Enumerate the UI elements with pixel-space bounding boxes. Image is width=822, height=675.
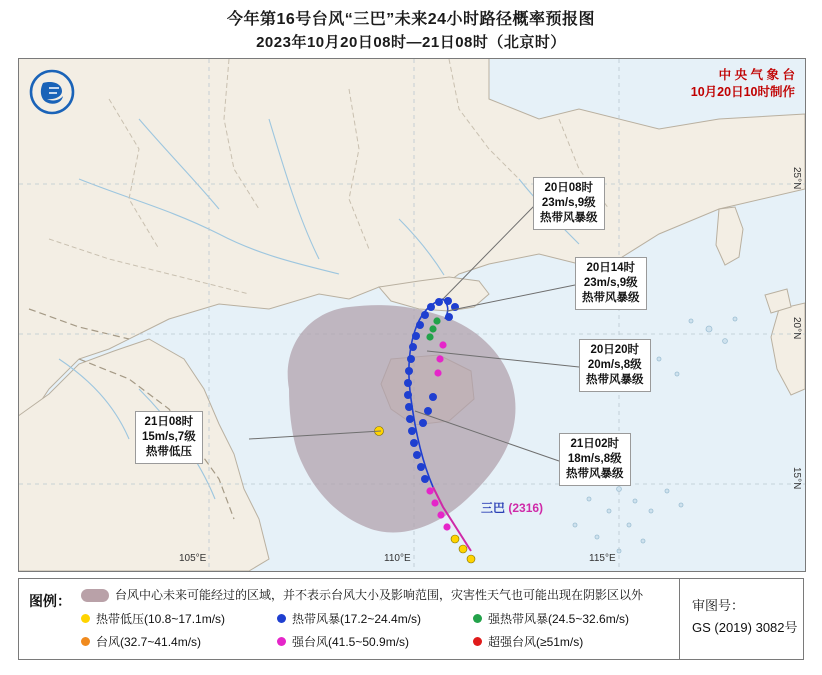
forecast-map[interactable] xyxy=(18,58,806,572)
callout-time: 20日08时 xyxy=(544,182,594,194)
legend-item-label: 台风(32.7~41.4m/s) xyxy=(96,635,202,649)
sts-dot-icon xyxy=(473,614,482,623)
storm-name-text: 三巴 xyxy=(481,501,506,515)
callout-time: 20日20时 xyxy=(590,344,640,356)
cma-logo-icon xyxy=(29,69,75,115)
callout-21-08[interactable] xyxy=(135,411,203,464)
callout-wind: 15m/s,7级 xyxy=(142,431,196,443)
legend-item-superty xyxy=(473,633,669,650)
callout-class: 热带风暴级 xyxy=(582,292,640,304)
legend-item-label: 强热带风暴(24.5~32.6m/s) xyxy=(488,612,630,626)
callout-20-08[interactable] xyxy=(533,177,605,230)
storm-number-text: (2316) xyxy=(508,501,544,515)
ts-dot-icon xyxy=(277,614,286,623)
page-subtitle: 2023年10月20日08时—21日08时（北京时） xyxy=(256,34,566,51)
legend-left xyxy=(19,579,679,659)
legend-shaded-area xyxy=(81,587,669,603)
approval-label: 审图号： xyxy=(692,598,745,613)
sty-dot-icon xyxy=(277,637,286,646)
callout-time: 21日02时 xyxy=(570,438,620,450)
ty-dot-icon xyxy=(81,637,90,646)
legend-items xyxy=(81,610,669,650)
lon-label-115: 115°E xyxy=(589,553,616,564)
callout-class: 热带风暴级 xyxy=(566,468,624,480)
shaded-area-swatch xyxy=(81,589,109,602)
approval-block xyxy=(679,579,803,659)
shaded-area-note: 台风中心未来可能经过的区域，并不表示台风大小及影响范围，灾害性天气也可能出现在阴影区以外 xyxy=(115,588,644,602)
legend-item-label: 强台风(41.5~50.9m/s) xyxy=(292,635,410,649)
title-block xyxy=(0,8,822,54)
credit-made: 10月20日10时制作 xyxy=(690,85,795,99)
legend-item-sty xyxy=(277,633,473,650)
storm-name-label xyxy=(481,499,543,516)
legend-title: 图例： xyxy=(29,593,71,609)
callout-21-02[interactable] xyxy=(559,433,631,486)
legend-item-td xyxy=(81,610,277,627)
legend-item-label: 超强台风(≥51m/s) xyxy=(488,635,584,649)
callout-time: 21日08时 xyxy=(144,416,194,428)
legend-item-ty xyxy=(81,633,277,650)
callout-wind: 18m/s,8级 xyxy=(567,453,622,465)
legend-panel xyxy=(18,578,804,660)
lon-label-105: 105°E xyxy=(179,553,207,564)
lat-label-25: 25°N xyxy=(791,167,802,190)
credit-org: 中 央 气 象 台 xyxy=(718,68,795,82)
lat-label-20: 20°N xyxy=(791,317,802,340)
callout-20-14[interactable] xyxy=(575,257,647,310)
callout-wind: 20m/s,8级 xyxy=(587,359,642,371)
map-geography xyxy=(19,59,805,571)
callout-wind: 23m/s,9级 xyxy=(583,277,638,289)
td-dot-icon xyxy=(81,614,90,623)
callout-wind: 23m/s,9级 xyxy=(541,197,596,209)
callout-class: 热带低压 xyxy=(145,446,192,458)
legend-item-ts xyxy=(277,610,473,627)
superty-dot-icon xyxy=(473,637,482,646)
approval-number: GS (2019) 3082号 xyxy=(692,620,798,635)
legend-item-label: 热带低压(10.8~17.1m/s) xyxy=(96,612,226,626)
legend-item-label: 热带风暴(17.2~24.4m/s) xyxy=(292,612,422,626)
page-title: 今年第16号台风“三巴”未来24小时路径概率预报图 xyxy=(226,11,596,28)
callout-time: 20日14时 xyxy=(586,262,636,274)
callout-class: 热带风暴级 xyxy=(586,374,644,386)
credit-block xyxy=(691,67,795,101)
lon-label-110: 110°E xyxy=(384,553,411,564)
callout-class: 热带风暴级 xyxy=(540,212,598,224)
callout-20-20[interactable] xyxy=(579,339,651,392)
legend-item-sts xyxy=(473,610,669,627)
lat-label-15: 15°N xyxy=(791,467,802,490)
